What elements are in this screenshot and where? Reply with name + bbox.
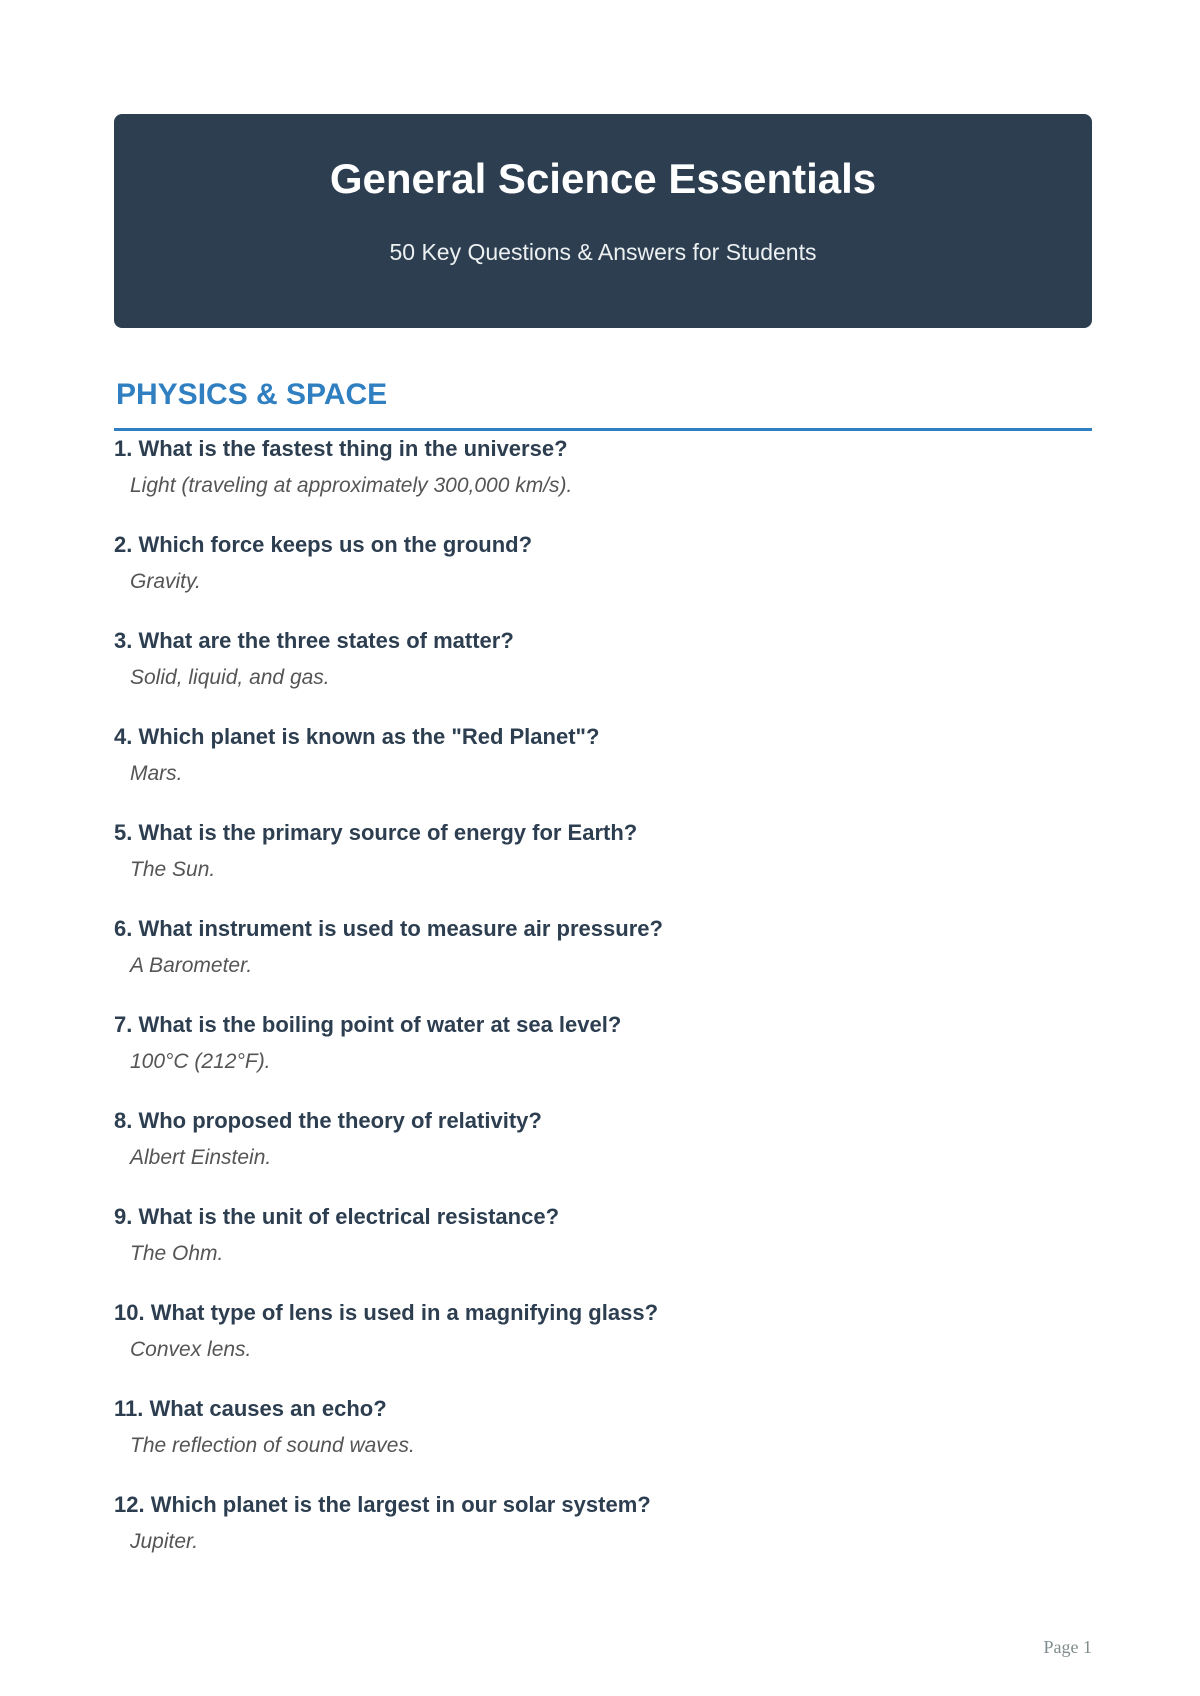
answer-text: Albert Einstein. bbox=[130, 1146, 272, 1169]
question-text: 1. What is the fastest thing in the universe? bbox=[114, 436, 568, 461]
qa-item bbox=[114, 817, 1092, 913]
qa-item bbox=[114, 1489, 1092, 1585]
answer-text: The reflection of sound waves. bbox=[130, 1434, 415, 1457]
document-title: General Science Essentials bbox=[329, 155, 877, 202]
answer-text: Jupiter. bbox=[130, 1530, 199, 1553]
answer-text: The Ohm. bbox=[130, 1242, 224, 1265]
section-divider bbox=[114, 428, 1092, 431]
qa-item bbox=[114, 1393, 1092, 1489]
answer-text: Light (traveling at approximately 300,000 km/s). bbox=[130, 474, 573, 497]
qa-item bbox=[114, 1009, 1092, 1105]
question-text: 2. Which force keeps us on the ground? bbox=[114, 532, 533, 557]
qa-list bbox=[114, 433, 1092, 1585]
qa-item bbox=[114, 913, 1092, 1009]
question-text: 5. What is the primary source of energy for Earth? bbox=[114, 820, 638, 845]
qa-item bbox=[114, 433, 1092, 529]
question-text: 9. What is the unit of electrical resistance? bbox=[114, 1204, 560, 1229]
answer-text: Convex lens. bbox=[130, 1338, 252, 1361]
title-banner bbox=[114, 114, 1092, 328]
question-text: 12. Which planet is the largest in our solar system? bbox=[114, 1492, 651, 1517]
section-heading: PHYSICS & SPACE bbox=[116, 378, 388, 411]
qa-item bbox=[114, 625, 1092, 721]
question-text: 7. What is the boiling point of water at sea level? bbox=[114, 1012, 622, 1037]
qa-item bbox=[114, 1297, 1092, 1393]
answer-text: The Sun. bbox=[130, 858, 216, 881]
answer-text: A Barometer. bbox=[130, 954, 253, 977]
question-text: 11. What causes an echo? bbox=[114, 1396, 387, 1421]
document-subtitle: 50 Key Questions & Answers for Students bbox=[389, 239, 817, 265]
page-number: Page 1 bbox=[1043, 1637, 1092, 1657]
answer-text: Solid, liquid, and gas. bbox=[130, 666, 330, 689]
qa-item bbox=[114, 529, 1092, 625]
qa-item bbox=[114, 1201, 1092, 1297]
question-text: 4. Which planet is known as the "Red Planet"? bbox=[114, 724, 600, 749]
question-text: 10. What type of lens is used in a magnifying glass? bbox=[114, 1300, 659, 1325]
answer-text: Gravity. bbox=[130, 570, 201, 593]
answer-text: Mars. bbox=[130, 762, 183, 785]
question-text: 8. Who proposed the theory of relativity? bbox=[114, 1108, 542, 1133]
question-text: 3. What are the three states of matter? bbox=[114, 628, 514, 653]
question-text: 6. What instrument is used to measure air pressure? bbox=[114, 916, 663, 941]
answer-text: 100°C (212°F). bbox=[130, 1050, 271, 1073]
qa-item bbox=[114, 1105, 1092, 1201]
qa-item bbox=[114, 721, 1092, 817]
